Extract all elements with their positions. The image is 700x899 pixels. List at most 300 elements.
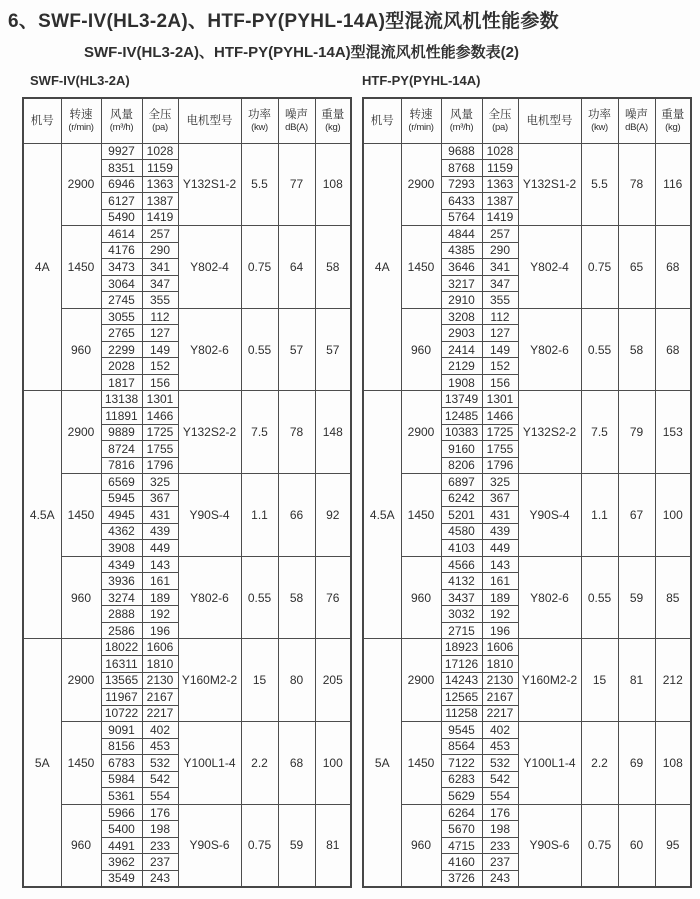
col-header-noise	[618, 98, 655, 143]
power-cell: 1.1	[581, 474, 618, 557]
airflow-cell: 4945	[101, 507, 142, 524]
pressure-cell: 152	[482, 358, 518, 375]
airflow-cell: 17126	[441, 655, 482, 672]
airflow-cell: 3646	[441, 259, 482, 276]
col-header-unit: dB(A)	[625, 122, 648, 133]
rpm-cell: 960	[61, 804, 101, 887]
airflow-cell: 5945	[101, 490, 142, 507]
airflow-cell: 2299	[101, 341, 142, 358]
airflow-cell: 4103	[441, 540, 482, 557]
airflow-cell: 3208	[441, 308, 482, 325]
airflow-cell: 16311	[101, 655, 142, 672]
rpm-cell: 1450	[61, 722, 101, 805]
col-header-label: 重量	[661, 108, 685, 121]
airflow-cell: 3962	[101, 854, 142, 871]
noise-cell: 57	[278, 308, 315, 391]
power-cell: 0.55	[581, 308, 618, 391]
airflow-cell: 4362	[101, 523, 142, 540]
airflow-cell: 8768	[441, 160, 482, 177]
pressure-cell: 2130	[142, 672, 178, 689]
rpm-cell: 2900	[61, 391, 101, 474]
power-cell: 0.55	[581, 556, 618, 639]
col-header-label: 转速	[409, 108, 433, 121]
pressure-cell: 532	[482, 755, 518, 772]
rpm-cell: 2900	[61, 639, 101, 722]
noise-cell: 78	[618, 143, 655, 226]
col-header-label: 风量	[450, 108, 473, 121]
airflow-cell: 4160	[441, 854, 482, 871]
airflow-cell: 5201	[441, 507, 482, 524]
pressure-cell: 532	[142, 755, 178, 772]
noise-cell: 67	[618, 474, 655, 557]
rpm-cell: 960	[61, 308, 101, 391]
noise-cell: 59	[618, 556, 655, 639]
pressure-cell: 2217	[482, 705, 518, 722]
pressure-cell: 367	[482, 490, 518, 507]
table-row	[363, 391, 691, 408]
airflow-cell: 2586	[101, 622, 142, 639]
pressure-cell: 127	[142, 325, 178, 342]
pressure-cell: 149	[142, 341, 178, 358]
rpm-cell: 960	[401, 804, 441, 887]
airflow-cell: 7816	[101, 457, 142, 474]
header-row	[23, 98, 351, 143]
pressure-cell: 347	[142, 275, 178, 292]
weight-cell: 212	[655, 639, 691, 722]
weight-cell: 58	[315, 226, 351, 309]
pressure-cell: 1028	[142, 143, 178, 160]
power-cell: 0.75	[581, 226, 618, 309]
table-row	[23, 474, 351, 491]
rpm-cell: 960	[61, 556, 101, 639]
pressure-cell: 1810	[142, 655, 178, 672]
weight-cell: 57	[315, 308, 351, 391]
airflow-cell: 5629	[441, 788, 482, 805]
pressure-cell: 149	[482, 341, 518, 358]
pressure-cell: 1028	[482, 143, 518, 160]
motor-cell: Y802-6	[518, 556, 581, 639]
airflow-cell: 2903	[441, 325, 482, 342]
airflow-cell: 13138	[101, 391, 142, 408]
pressure-cell: 143	[142, 556, 178, 573]
airflow-cell: 3473	[101, 259, 142, 276]
airflow-cell: 11967	[101, 689, 142, 706]
page-title: 6、SWF-IV(HL3-2A)、HTF-PY(PYHL-14A)型混流风机性能参数	[8, 11, 559, 32]
rpm-cell: 1450	[61, 226, 101, 309]
weight-cell: 76	[315, 556, 351, 639]
airflow-cell: 2028	[101, 358, 142, 375]
weight-cell: 153	[655, 391, 691, 474]
pressure-cell: 325	[142, 474, 178, 491]
airflow-cell: 2765	[101, 325, 142, 342]
airflow-cell: 4491	[101, 837, 142, 854]
pressure-cell: 341	[142, 259, 178, 276]
pressure-cell: 1755	[482, 441, 518, 458]
airflow-cell: 4844	[441, 226, 482, 243]
pressure-cell: 402	[482, 722, 518, 739]
model-cell: 4.5A	[363, 391, 401, 639]
noise-cell: 77	[278, 143, 315, 226]
col-header-unit: (kw)	[251, 122, 268, 133]
table-row	[23, 722, 351, 739]
airflow-cell: 2745	[101, 292, 142, 309]
airflow-cell: 7122	[441, 755, 482, 772]
pressure-cell: 341	[482, 259, 518, 276]
weight-cell: 205	[315, 639, 351, 722]
pressure-cell: 156	[142, 374, 178, 391]
power-cell: 5.5	[241, 143, 278, 226]
power-cell: 2.2	[241, 722, 278, 805]
pressure-cell: 554	[142, 788, 178, 805]
airflow-cell: 9927	[101, 143, 142, 160]
pressure-cell: 189	[142, 589, 178, 606]
pressure-cell: 243	[142, 870, 178, 887]
pressure-cell: 1419	[482, 209, 518, 226]
col-header-label: 重量	[321, 108, 345, 121]
pressure-cell: 198	[142, 821, 178, 838]
airflow-cell: 12565	[441, 689, 482, 706]
pressure-cell: 243	[482, 870, 518, 887]
noise-cell: 58	[278, 556, 315, 639]
pressure-cell: 237	[142, 854, 178, 871]
noise-cell: 80	[278, 639, 315, 722]
pressure-cell: 233	[482, 837, 518, 854]
pressure-cell: 196	[142, 622, 178, 639]
airflow-cell: 6783	[101, 755, 142, 772]
pressure-cell: 176	[142, 804, 178, 821]
power-cell: 2.2	[581, 722, 618, 805]
motor-cell: Y100L1-4	[178, 722, 241, 805]
rpm-cell: 2900	[401, 143, 441, 226]
col-header-label: 全压	[148, 108, 172, 121]
power-cell: 1.1	[241, 474, 278, 557]
motor-cell: Y802-4	[178, 226, 241, 309]
col-header-label: 风量	[110, 108, 133, 121]
airflow-cell: 9889	[101, 424, 142, 441]
pressure-cell: 1725	[142, 424, 178, 441]
col-header-label: 噪声	[625, 108, 648, 121]
airflow-cell: 12485	[441, 408, 482, 425]
header-row	[363, 98, 691, 143]
power-cell: 15	[581, 639, 618, 722]
col-header-unit: (kw)	[591, 122, 608, 133]
airflow-cell: 3032	[441, 606, 482, 623]
noise-cell: 79	[618, 391, 655, 474]
motor-cell: Y132S1-2	[178, 143, 241, 226]
motor-cell: Y160M2-2	[518, 639, 581, 722]
motor-cell: Y90S-6	[518, 804, 581, 887]
noise-cell: 78	[278, 391, 315, 474]
airflow-cell: 6264	[441, 804, 482, 821]
airflow-cell: 13565	[101, 672, 142, 689]
col-header-unit: (kg)	[325, 122, 341, 133]
weight-cell: 100	[315, 722, 351, 805]
col-header-label: 转速	[69, 108, 93, 121]
pressure-cell: 367	[142, 490, 178, 507]
pressure-cell: 198	[482, 821, 518, 838]
weight-cell: 108	[655, 722, 691, 805]
airflow-cell: 3217	[441, 275, 482, 292]
rpm-cell: 1450	[401, 226, 441, 309]
pressure-cell: 1810	[482, 655, 518, 672]
rpm-cell: 2900	[61, 143, 101, 226]
col-header-model	[23, 98, 61, 143]
pressure-cell: 1725	[482, 424, 518, 441]
motor-cell: Y802-6	[178, 308, 241, 391]
airflow-cell: 8724	[101, 441, 142, 458]
pressure-cell: 112	[142, 308, 178, 325]
noise-cell: 81	[618, 639, 655, 722]
col-header-label: 机号	[30, 114, 54, 127]
col-header-airflow	[441, 98, 482, 143]
pressure-cell: 2130	[482, 672, 518, 689]
airflow-cell: 10383	[441, 424, 482, 441]
col-header-label: 电机型号	[526, 114, 573, 127]
pressure-cell: 152	[142, 358, 178, 375]
table-row	[23, 639, 351, 656]
pressure-cell: 290	[482, 242, 518, 259]
weight-cell: 100	[655, 474, 691, 557]
pressure-cell: 453	[482, 738, 518, 755]
noise-cell: 59	[278, 804, 315, 887]
airflow-cell: 3908	[101, 540, 142, 557]
motor-cell: Y132S1-2	[518, 143, 581, 226]
pressure-cell: 439	[482, 523, 518, 540]
pressure-cell: 1363	[142, 176, 178, 193]
airflow-cell: 6897	[441, 474, 482, 491]
airflow-cell: 3726	[441, 870, 482, 887]
airflow-cell: 4176	[101, 242, 142, 259]
pressure-cell: 355	[482, 292, 518, 309]
airflow-cell: 3549	[101, 870, 142, 887]
airflow-cell: 6946	[101, 176, 142, 193]
table-row	[23, 308, 351, 325]
col-header-label: 功率	[248, 108, 271, 121]
noise-cell: 60	[618, 804, 655, 887]
col-header-unit: (m³/h)	[109, 122, 134, 133]
table-row	[363, 143, 691, 160]
pressure-cell: 161	[482, 573, 518, 590]
pressure-cell: 156	[482, 374, 518, 391]
airflow-cell: 6283	[441, 771, 482, 788]
airflow-cell: 3437	[441, 589, 482, 606]
col-header-label: 电机型号	[186, 114, 233, 127]
table-row	[23, 804, 351, 821]
power-cell: 5.5	[581, 143, 618, 226]
airflow-cell: 4349	[101, 556, 142, 573]
pressure-cell: 1159	[142, 160, 178, 177]
pressure-cell: 542	[142, 771, 178, 788]
airflow-cell: 14243	[441, 672, 482, 689]
motor-cell: Y802-6	[178, 556, 241, 639]
pressure-cell: 2217	[142, 705, 178, 722]
weight-cell: 108	[315, 143, 351, 226]
model-cell: 4.5A	[23, 391, 61, 639]
airflow-cell: 1817	[101, 374, 142, 391]
pressure-cell: 233	[142, 837, 178, 854]
pressure-cell: 143	[482, 556, 518, 573]
pressure-cell: 1301	[482, 391, 518, 408]
pressure-cell: 192	[142, 606, 178, 623]
pressure-cell: 237	[482, 854, 518, 871]
airflow-cell: 4566	[441, 556, 482, 573]
motor-cell: Y90S-4	[518, 474, 581, 557]
airflow-cell: 13749	[441, 391, 482, 408]
right-table-caption: HTF-PY(PYHL-14A)	[362, 73, 481, 88]
airflow-cell: 2888	[101, 606, 142, 623]
rpm-cell: 1450	[401, 722, 441, 805]
pressure-cell: 325	[482, 474, 518, 491]
page-subtitle: SWF-IV(HL3-2A)、HTF-PY(PYHL-14A)型混流风机性能参数表(2)	[84, 44, 519, 61]
table-row	[363, 556, 691, 573]
pressure-cell: 431	[142, 507, 178, 524]
airflow-cell: 2715	[441, 622, 482, 639]
col-header-rpm	[61, 98, 101, 143]
table-row	[23, 143, 351, 160]
power-cell: 7.5	[581, 391, 618, 474]
power-cell: 15	[241, 639, 278, 722]
pressure-cell: 439	[142, 523, 178, 540]
col-header-weight	[655, 98, 691, 143]
col-header-unit: (r/min)	[408, 122, 434, 133]
table-row	[363, 804, 691, 821]
model-cell: 5A	[23, 639, 61, 887]
model-cell: 4A	[23, 143, 61, 391]
motor-cell: Y160M2-2	[178, 639, 241, 722]
col-header-label: 机号	[370, 114, 394, 127]
pressure-cell: 196	[482, 622, 518, 639]
pressure-cell: 257	[142, 226, 178, 243]
pressure-cell: 257	[482, 226, 518, 243]
airflow-cell: 5670	[441, 821, 482, 838]
airflow-cell: 5400	[101, 821, 142, 838]
pressure-cell: 1796	[142, 457, 178, 474]
pressure-cell: 1387	[142, 193, 178, 210]
noise-cell: 64	[278, 226, 315, 309]
table-row	[23, 556, 351, 573]
rpm-cell: 2900	[401, 391, 441, 474]
pressure-cell: 402	[142, 722, 178, 739]
rpm-cell: 960	[401, 308, 441, 391]
col-header-unit: (pa)	[152, 122, 168, 133]
pressure-cell: 1466	[482, 408, 518, 425]
airflow-cell: 9545	[441, 722, 482, 739]
col-header-noise	[278, 98, 315, 143]
airflow-cell: 4580	[441, 523, 482, 540]
pressure-cell: 1159	[482, 160, 518, 177]
airflow-cell: 5361	[101, 788, 142, 805]
motor-cell: Y90S-4	[178, 474, 241, 557]
pressure-cell: 189	[482, 589, 518, 606]
noise-cell: 68	[278, 722, 315, 805]
airflow-cell: 6242	[441, 490, 482, 507]
pressure-cell: 449	[142, 540, 178, 557]
col-header-label: 全压	[488, 108, 512, 121]
weight-cell: 95	[655, 804, 691, 887]
airflow-cell: 3064	[101, 275, 142, 292]
pressure-cell: 1466	[142, 408, 178, 425]
noise-cell: 66	[278, 474, 315, 557]
col-header-pressure	[482, 98, 518, 143]
airflow-cell: 9160	[441, 441, 482, 458]
pressure-cell: 161	[142, 573, 178, 590]
pressure-cell: 2167	[482, 689, 518, 706]
airflow-cell: 3274	[101, 589, 142, 606]
fan-table-swf	[22, 97, 352, 888]
airflow-cell: 6127	[101, 193, 142, 210]
col-header-unit: (r/min)	[68, 122, 94, 133]
airflow-cell: 3936	[101, 573, 142, 590]
pressure-cell: 453	[142, 738, 178, 755]
rpm-cell: 960	[401, 556, 441, 639]
airflow-cell: 10722	[101, 705, 142, 722]
table-row	[23, 391, 351, 408]
motor-cell: Y132S2-2	[518, 391, 581, 474]
col-header-label: 噪声	[285, 108, 308, 121]
airflow-cell: 6569	[101, 474, 142, 491]
table-row	[363, 722, 691, 739]
pressure-cell: 176	[482, 804, 518, 821]
col-header-weight	[315, 98, 351, 143]
weight-cell: 68	[655, 308, 691, 391]
weight-cell: 116	[655, 143, 691, 226]
noise-cell: 69	[618, 722, 655, 805]
col-header-pressure	[142, 98, 178, 143]
airflow-cell: 6433	[441, 193, 482, 210]
airflow-cell: 8156	[101, 738, 142, 755]
pressure-cell: 290	[142, 242, 178, 259]
pressure-cell: 2167	[142, 689, 178, 706]
airflow-cell: 4715	[441, 837, 482, 854]
airflow-cell: 3055	[101, 308, 142, 325]
table-row	[363, 474, 691, 491]
airflow-cell: 5764	[441, 209, 482, 226]
pressure-cell: 1755	[142, 441, 178, 458]
col-header-rpm	[401, 98, 441, 143]
left-table-caption: SWF-IV(HL3-2A)	[30, 73, 130, 88]
pressure-cell: 431	[482, 507, 518, 524]
airflow-cell: 8206	[441, 457, 482, 474]
table-row	[23, 226, 351, 243]
pressure-cell: 1796	[482, 457, 518, 474]
airflow-cell: 4132	[441, 573, 482, 590]
pressure-cell: 542	[482, 771, 518, 788]
weight-cell: 85	[655, 556, 691, 639]
motor-cell: Y802-6	[518, 308, 581, 391]
col-header-unit: (pa)	[492, 122, 508, 133]
power-cell: 0.75	[581, 804, 618, 887]
weight-cell: 81	[315, 804, 351, 887]
pressure-cell: 1363	[482, 176, 518, 193]
airflow-cell: 4614	[101, 226, 142, 243]
rpm-cell: 1450	[61, 474, 101, 557]
rpm-cell: 2900	[401, 639, 441, 722]
motor-cell: Y90S-6	[178, 804, 241, 887]
table-row	[363, 639, 691, 656]
airflow-cell: 9091	[101, 722, 142, 739]
pressure-cell: 1419	[142, 209, 178, 226]
airflow-cell: 2414	[441, 341, 482, 358]
col-header-motor	[518, 98, 581, 143]
fan-table-htf	[362, 97, 692, 888]
col-header-power	[581, 98, 618, 143]
airflow-cell: 9688	[441, 143, 482, 160]
pressure-cell: 192	[482, 606, 518, 623]
airflow-cell: 4385	[441, 242, 482, 259]
rpm-cell: 1450	[401, 474, 441, 557]
airflow-cell: 5966	[101, 804, 142, 821]
pressure-cell: 1301	[142, 391, 178, 408]
